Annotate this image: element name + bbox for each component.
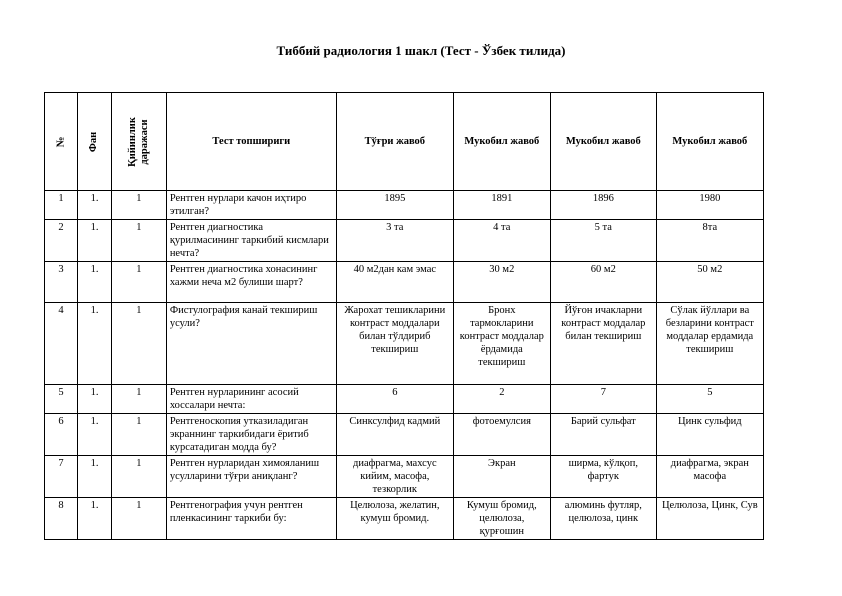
cell-question: Фистулография канай текшириш усули? [166, 303, 336, 385]
cell-correct-answer: 1895 [336, 191, 453, 220]
cell-correct-answer: 40 м2дан кам эмас [336, 262, 453, 303]
table-header-row [45, 93, 764, 191]
cell-alt-answer-3: 5 [656, 385, 763, 414]
cell-correct-answer: 6 [336, 385, 453, 414]
cell-alt-answer-2: ширма, кўлқоп, фартук [550, 456, 656, 498]
cell-alt-answer-2: Йўғон ичакларни контраст моддалар билан текшириш [550, 303, 656, 385]
cell-fan: 1. [78, 220, 112, 262]
test-table [44, 92, 764, 540]
cell-alt-answer-1: Кумуш бромид, целюлоза, қурғошин [453, 498, 550, 540]
header-alt-answer-1: Мукобил жавоб [453, 93, 550, 191]
cell-correct-answer: Целюлоза, желатин, кумуш бромид. [336, 498, 453, 540]
cell-number: 4 [45, 303, 78, 385]
cell-alt-answer-3: диафрагма, экран масофа [656, 456, 763, 498]
cell-difficulty: 1 [112, 262, 167, 303]
table-row [45, 220, 764, 262]
cell-question: Рентген нурларидан химояланиш усулларини тўғри аниқланг? [166, 456, 336, 498]
cell-alt-answer-1: 1891 [453, 191, 550, 220]
cell-fan: 1. [78, 262, 112, 303]
header-alt-answer-3: Мукобил жавоб [656, 93, 763, 191]
cell-difficulty: 1 [112, 303, 167, 385]
header-difficulty-line1: Қийинлик [126, 116, 138, 167]
cell-alt-answer-3: 8та [656, 220, 763, 262]
table-row [45, 385, 764, 414]
table-row [45, 498, 764, 540]
table-row [45, 303, 764, 385]
cell-number: 1 [45, 191, 78, 220]
cell-alt-answer-2: 5 та [550, 220, 656, 262]
cell-question: Рентген нурларининг асосий хоссалари нечта: [166, 385, 336, 414]
header-num: № [45, 93, 78, 191]
cell-number: 2 [45, 220, 78, 262]
cell-difficulty: 1 [112, 191, 167, 220]
cell-alt-answer-2: 7 [550, 385, 656, 414]
cell-number: 5 [45, 385, 78, 414]
header-correct-answer: Тўғри жавоб [336, 93, 453, 191]
table-body [45, 191, 764, 540]
cell-question: Рентген диагностика хонасининг хажми неча м2 булиши шарт? [166, 262, 336, 303]
cell-correct-answer: Синксулфид кадмий [336, 414, 453, 456]
header-fan: Фан [78, 93, 112, 191]
cell-alt-answer-2: 60 м2 [550, 262, 656, 303]
cell-fan: 1. [78, 456, 112, 498]
cell-fan: 1. [78, 498, 112, 540]
cell-difficulty: 1 [112, 498, 167, 540]
header-difficulty [112, 93, 167, 191]
cell-fan: 1. [78, 385, 112, 414]
cell-alt-answer-2: 1896 [550, 191, 656, 220]
cell-correct-answer: Жарохат тешикларини контраст моддалари билан тўлдириб текшириш [336, 303, 453, 385]
table-row [45, 456, 764, 498]
table-row [45, 414, 764, 456]
cell-number: 7 [45, 456, 78, 498]
cell-question: Рентгеноскопия утказиладиган экраннинг таркибидаги ёритиб курсатадиган модда бу? [166, 414, 336, 456]
header-alt-answer-2: Мукобил жавоб [550, 93, 656, 191]
cell-fan: 1. [78, 191, 112, 220]
table-row [45, 191, 764, 220]
cell-alt-answer-3: Целюлоза, Цинк, Сув [656, 498, 763, 540]
cell-correct-answer: 3 та [336, 220, 453, 262]
cell-alt-answer-1: Бронх тармокларини контраст моддалар ёрдамида текшириш [453, 303, 550, 385]
cell-question: Рентген нурлари качон иҳтиро этилган? [166, 191, 336, 220]
cell-number: 3 [45, 262, 78, 303]
cell-fan: 1. [78, 414, 112, 456]
cell-number: 8 [45, 498, 78, 540]
cell-difficulty: 1 [112, 385, 167, 414]
document-title: Тиббий радиология 1 шакл (Тест - Ўзбек тилида) [276, 43, 566, 58]
cell-alt-answer-3: 50 м2 [656, 262, 763, 303]
cell-question: Рентгенография учун рентген пленкасининг таркиби бу: [166, 498, 336, 540]
header-difficulty-line2: даражаси [138, 118, 150, 165]
cell-question: Рентген диагностика қурилмасининг таркибий кисмлари нечта? [166, 220, 336, 262]
cell-alt-answer-3: 1980 [656, 191, 763, 220]
cell-difficulty: 1 [112, 414, 167, 456]
table-row [45, 262, 764, 303]
cell-alt-answer-2: алюминь футляр, целюлоза, цинк [550, 498, 656, 540]
cell-alt-answer-1: 30 м2 [453, 262, 550, 303]
cell-alt-answer-1: Экран [453, 456, 550, 498]
cell-difficulty: 1 [112, 220, 167, 262]
cell-alt-answer-3: Цинк сульфид [656, 414, 763, 456]
cell-alt-answer-3: Сўлак йўллари ва безларини контраст моддалар ердамида текшириш [656, 303, 763, 385]
cell-alt-answer-2: Барий сульфат [550, 414, 656, 456]
cell-number: 6 [45, 414, 78, 456]
cell-fan: 1. [78, 303, 112, 385]
cell-difficulty: 1 [112, 456, 167, 498]
cell-correct-answer: диафрагма, махсус кийим, масофа, тезкорлик [336, 456, 453, 498]
cell-alt-answer-1: 2 [453, 385, 550, 414]
cell-alt-answer-1: 4 та [453, 220, 550, 262]
header-task: Тест топшириги [166, 93, 336, 191]
cell-alt-answer-1: фотоемулсия [453, 414, 550, 456]
